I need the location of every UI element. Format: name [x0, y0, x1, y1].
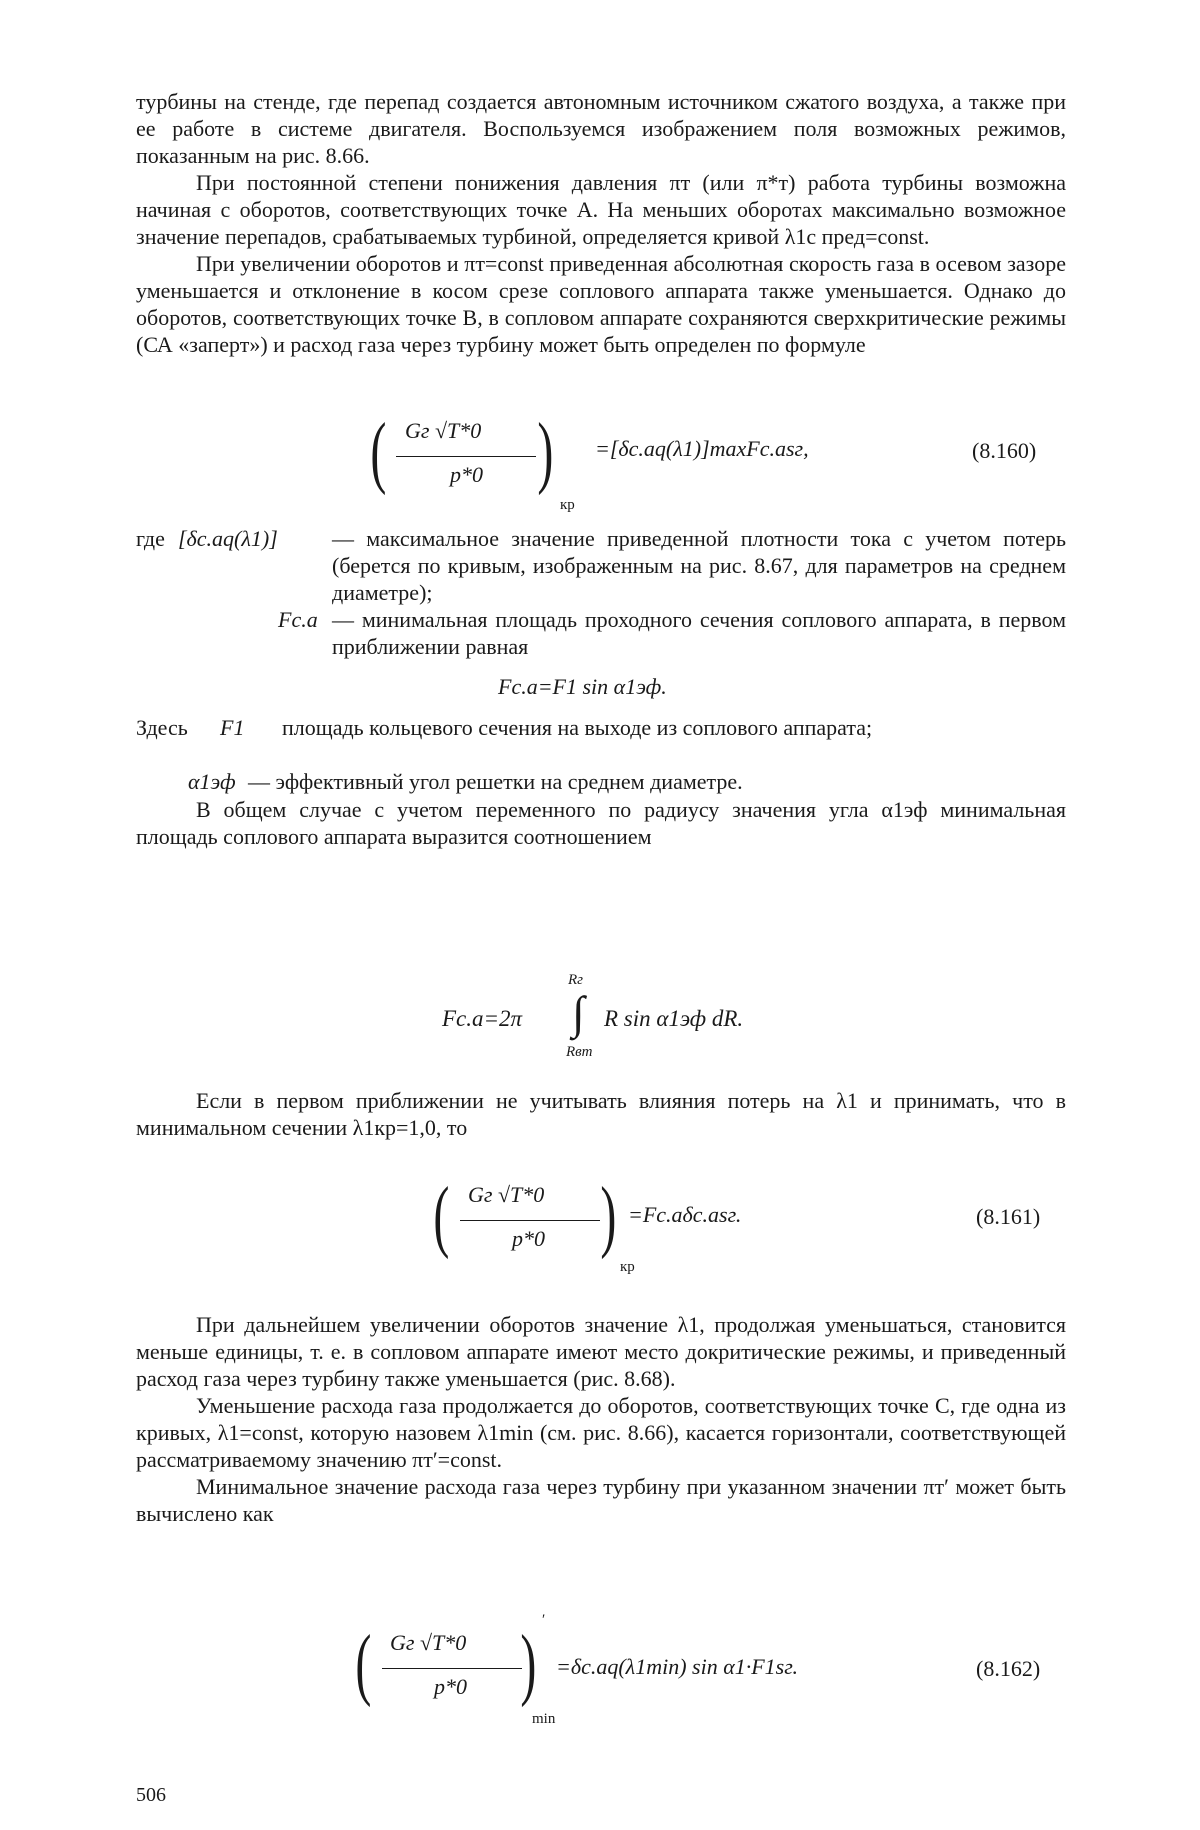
paragraph-1: турбины на стенде, где перепад создается автономным источником сжатого воздуха, а также при ее работе в системе двигателя. Воспользуемся изображением поля возможных режимов, показанным на рис. 8.66. [136, 89, 1066, 168]
eqint-lhs: Fс.а=2π [442, 1006, 523, 1031]
equation-fca: Fс.а=F1 sin α1эф. [498, 674, 667, 699]
def2-term: Fс.а [278, 607, 318, 632]
eq162-prime: ′ [542, 1612, 546, 1628]
here-label: Здесь [136, 715, 188, 740]
def2-text: — минимальная площадь проходного сечения соплового аппарата, в первом приближении равная [332, 607, 1066, 659]
text-block-mid2 [136, 1087, 1066, 1141]
eq162-rhs: =δс.аq(λ1min) sin α1·F1sг. [556, 1654, 799, 1679]
eq162-number: (8.162) [976, 1656, 1041, 1681]
paragraph-6: При дальнейшем увеличении оборотов значение λ1, продолжая уменьшаться, становится меньше единицы, т. е. в сопловом аппарате имеют место докритические режимы, и приведенный расход газа через турбину также уменьшается (рис. 8.68). [136, 1312, 1066, 1391]
def4-text: — эффективный угол решетки на среднем диаметре. [248, 769, 743, 794]
eq162-subscript: min [532, 1711, 556, 1727]
def3-text: площадь кольцевого сечения на выходе из соплового аппарата; [282, 715, 873, 740]
eq162-numerator: Gг √T*0 [390, 1630, 467, 1655]
eq161-rhs: =Fс.аδс.аsг. [628, 1202, 742, 1227]
eq160-numerator: Gг √T*0 [405, 418, 482, 443]
paragraph-4: В общем случае с учетом переменного по радиусу значения угла α1эф минимальная площадь соплового аппарата выразится соотношением [136, 797, 1066, 849]
def4-term: α1эф [188, 769, 236, 794]
paragraph-3: При увеличении оборотов и πт=const приведенная абсолютная скорость газа в осевом зазоре уменьшается и отклонение в косом срезе соплового аппарата также уменьшается. Однако до оборотов, соответствующих точке B, в сопловом аппарате сохраняются сверхкритические режимы (СА «заперт») и расход газа через турбину может быть определен по формуле [136, 251, 1066, 357]
paragraph-7: Уменьшение расхода газа продолжается до оборотов, соответствующих точке C, где одна из кривых, λ1=const, которую назовем λ1min (см. рис. 8.66), касается горизонтали, соответствующей рассматриваемому значению πт′=const. [136, 1393, 1066, 1472]
text-block-bottom [136, 1311, 1066, 1527]
eq161-subscript: кр [620, 1259, 635, 1275]
integral-sign: ∫ [572, 987, 585, 1038]
eq161-denominator: p*0 [512, 1226, 545, 1251]
paragraph-8: Минимальное значение расхода газа через турбину при указанном значении πт′ может быть вычислено как [136, 1474, 1066, 1526]
eqint-lower: Rвт [566, 1044, 593, 1060]
page-number: 506 [136, 1784, 166, 1806]
eq162-denominator: p*0 [434, 1674, 467, 1699]
eq160-rhs: =[δс.аq(λ1)]maxFс.аsг, [595, 436, 809, 461]
def1-text: — максимальное значение приведенной плотности тока с учетом потерь (берется по кривым, изображенным на рис. 8.67, для параметров на среднем диаметре); [332, 526, 1066, 605]
text-block-mid1 [136, 796, 1066, 850]
paragraph-5: Если в первом приближении не учитывать влияния потерь на λ1 и принимать, что в минимальном сечении λ1кр=1,0, то [136, 1088, 1067, 1140]
document-page: турбины на стенде, где перепад создается автономным источником сжатого воздуха, а также при ее работе в системе двигателя. Воспользуемся изображением поля возможных режимов, показанным на рис. 8.66. При постоянной степени понижения давления πт (или π*т) работа турбины возможна начиная с оборотов, соответствующих точке A. На меньших оборотах максимально возможное значение перепадов, срабатываемых турбиной, определяется кривой λ1с пред=const. При увеличении оборотов и πт=const приведенная абсолютная скорость газа в осевом зазоре уменьшается и отклонение в косом срезе соплового аппарата также уменьшается. Однако до оборотов, соответствующих точке B, в сопловом аппарате сохраняются сверхкритические режимы (СА «заперт») и расход газа через турбину может быть определен по формуле ( Gг √T*0 p*0 ) кр =[δс.аq(λ1)]maxFс.аsг, (8.160) где [δс.аq(λ1)] — максимальное значение приведенной плотности тока с учетом потерь (берется по кривым, изображенным на рис. 8.67, для параметров на среднем диаметре); Fс.а — минимальная площадь проходного сечения соплового аппарата, в первом приближении равная Fс.а=F1 sin α1эф. Здесь F1 площадь кольцевого сечения на выходе из соплового аппарата; α1эф — эффективный угол решетки на среднем диаметре. В общем случае с учетом переменного по радиусу значения угла α1эф минимальная площадь соплового аппарата выразится соотношением Fс.а=2π Rг ∫ Rвт R sin α1эф dR. Если в первом приближении не учитывать влияния потерь на λ1 и принимать, что в минимальном сечении λ1кр=1,0, то ( Gг √T*0 p*0 ) кр =Fс.аδс.аsг. (8.161) При дальнейшем увеличении оборотов значение λ1, продолжая уменьшаться, становится меньше единицы, т. е. в сопловом аппарате имеют место докритические режимы, и приведенный расход газа через турбину также уменьшается (рис. 8.68). Уменьшение расхода газа продолжается до оборотов, соответствующих точке C, где одна из кривых, λ1=const, которую назовем λ1min (см. рис. 8.66), касается горизонтали, соответствующей рассматриваемому значению πт′=const. Минимальное значение расхода газа через турбину при указанном значении πт′ может быть вычислено как ( Gг √T*0 p*0 ) ′ min =δс.аq(λ1min) sin α1·F1sг. (8.162) 506 [136, 89, 1067, 1806]
eq160-subscript: кр [560, 497, 575, 513]
paragraph-2: При постоянной степени понижения давления πт (или π*т) работа турбины возможна начиная с оборотов, соответствующих точке A. На меньших оборотах максимально возможное значение перепадов, срабатываемых турбиной, определяется кривой λ1с пред=const. [136, 170, 1066, 249]
eq161-number: (8.161) [976, 1204, 1041, 1229]
eq160-denominator: p*0 [450, 462, 483, 487]
where-label: где [136, 526, 165, 551]
eqint-upper: Rг [568, 972, 584, 988]
eqint-rhs: R sin α1эф dR. [604, 1006, 744, 1031]
eq161-numerator: Gг √T*0 [468, 1182, 545, 1207]
def1-term: [δс.аq(λ1)] [178, 526, 278, 551]
eq160-number: (8.160) [972, 438, 1037, 463]
text-block-top [136, 88, 1066, 358]
def3-term: F1 [220, 715, 245, 740]
